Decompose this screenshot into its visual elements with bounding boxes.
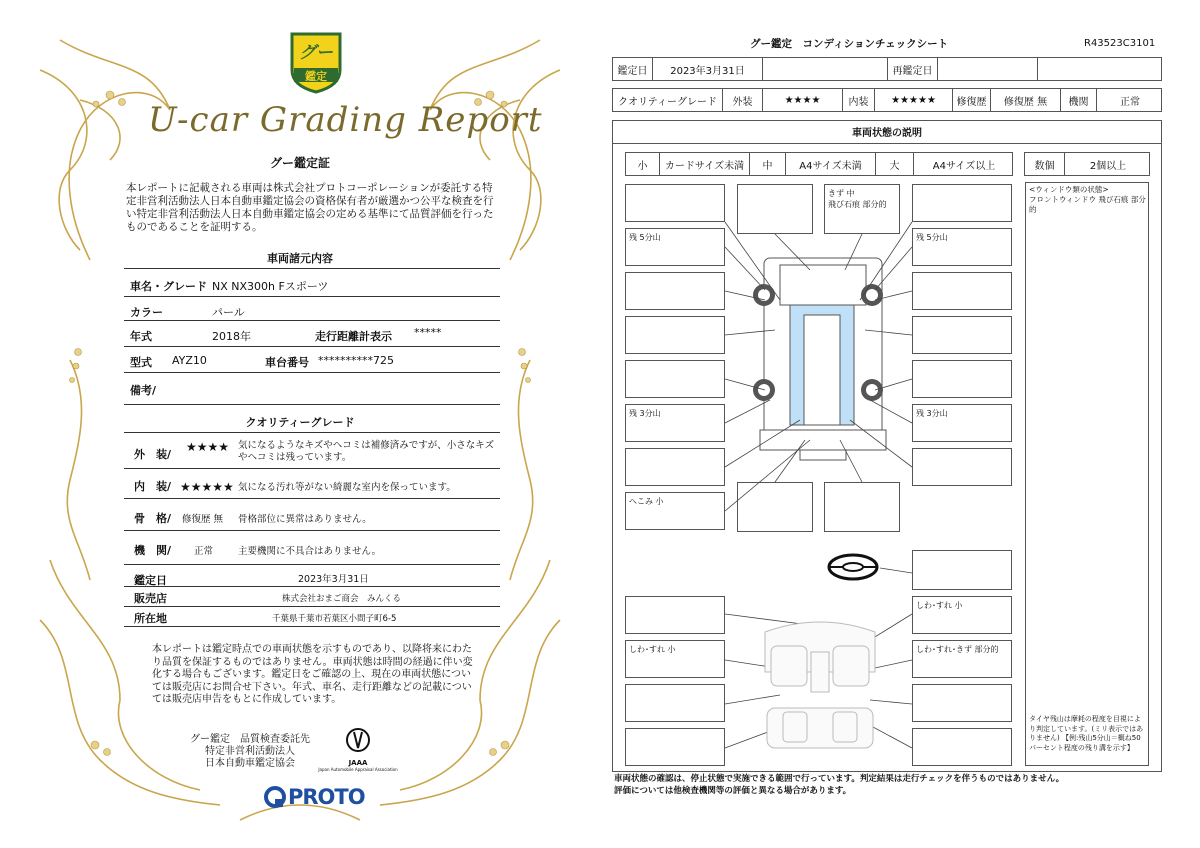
mileage-value: ***** (414, 326, 442, 339)
jaaa-emblem-icon (345, 726, 371, 756)
sheet-title: グー鑑定 コンディションチェックシート (750, 38, 949, 50)
year-value: 2018年 (212, 330, 251, 343)
certificate-intro: 本レポートに記載される車両は株式会社プロトコーポレーションが委託する特定非営利活動法人日本自動車鑑定協会の資格保有者が厳選かつ公平な検査を行い特定非営利活動法人日本自動車鑑定協会の定める基準にて品質評価を行ったものであることを証明する。 (126, 182, 494, 233)
date-label: 鑑定日 (134, 574, 167, 587)
engine-label-sheet: 機関 (1061, 89, 1097, 111)
proto-mark-icon (264, 786, 286, 808)
box-int-left-3 (625, 684, 725, 722)
note-top-center: きず 中 飛び石痕 部分的 (828, 189, 887, 209)
issuer-line-2: 特定非営利活動法人 (205, 746, 295, 757)
box-int-right-1 (912, 596, 1012, 634)
legend-medium-desc: A4サイズ未満 (786, 153, 876, 175)
interior-stars: ★★★★★ (180, 480, 234, 494)
remarks-label: 備考/ (130, 384, 157, 397)
legend-count-desc: 2個以上 (1089, 160, 1127, 172)
sheet-date-label: 鑑定日 (613, 58, 653, 80)
jaaa-subtext: Japan Automobile Appraisal Association (318, 767, 398, 772)
dealer-value: 株式会社おまご商会 みんくる (282, 594, 402, 604)
color-value: パール (212, 306, 245, 319)
chassis-label: 車台番号 (265, 356, 309, 369)
frame-text: 骨格部位に異常はありません。 (238, 514, 372, 525)
frame-label: 骨 格/ (134, 512, 172, 525)
exterior-text: 気になるようなキズやヘコミは補修済みですが、小さなキズやヘコミは残っています。 (238, 440, 495, 463)
legend-small-desc: カードサイズ未満 (660, 153, 750, 175)
legend-medium: 中 (750, 153, 786, 175)
state-heading: 車両状態の説明 (612, 120, 1162, 144)
steering-wheel-icon (826, 552, 880, 582)
note-right-1: 残 5分山 (916, 233, 948, 242)
legend-large: 大 (876, 153, 914, 175)
legend-large-desc: A4サイズ以上 (932, 160, 996, 172)
box-int-right-2 (912, 640, 1012, 678)
box-int-left-4 (625, 728, 725, 766)
note-left-1: 残 5分山 (629, 233, 661, 242)
report-title: U-car Grading Report (148, 100, 543, 140)
repair-label: 修復歴 (953, 89, 991, 111)
issuer-line-3: 日本自動車鑑定協会 (205, 758, 295, 769)
issuer-line-1: グー鑑定 品質検査委託先 (190, 734, 310, 745)
condition-check-sheet (600, 0, 1200, 848)
legend-count: 数個 (1025, 153, 1065, 175)
engine-value-sheet: 正常 (1120, 96, 1140, 108)
int-stars: ★★★★★ (875, 89, 953, 111)
proto-logo-text: PROTO (288, 785, 365, 809)
engine-text: 主要機関に不具合はありません。 (238, 546, 382, 557)
note-int-left: しわ･すれ 小 (629, 645, 676, 654)
address-label: 所在地 (134, 612, 167, 625)
interior-text: 気になる汚れ等がない綺麗な室内を保っています。 (238, 482, 456, 493)
frame-value: 修復歴 無 (182, 514, 224, 525)
model-value: AYZ10 (172, 354, 207, 367)
tire-note: タイヤ残山は摩耗の程度を目視により判定しています。(ミリ表示ではありません) 【例:残山5分山＝概ね50パーセント程度の残り溝を示す】 (1029, 715, 1144, 752)
box-steering (912, 550, 1012, 590)
box-int-left-1 (625, 596, 725, 634)
sheet-ref-no: R43523C3101 (1084, 38, 1156, 49)
engine-value: 正常 (194, 546, 214, 557)
interior-label: 内 装/ (134, 480, 172, 493)
repair-value: 修復歴 無 (991, 89, 1061, 111)
mileage-label: 走行距離計表示 (315, 330, 392, 343)
year-label: 年式 (130, 330, 152, 343)
box-int-left-2 (625, 640, 725, 678)
note-int-right-2: しわ･すれ･きず 部分的 (916, 645, 999, 654)
exterior-stars: ★★★★ (186, 440, 230, 454)
badge-kantei-text: 鑑定 (305, 70, 327, 83)
date-value: 2023年3月31日 (298, 574, 369, 585)
certificate-footer-note: 本レポートは鑑定時点での車両状態を示すものであり、以降将来にわたり品質を保証するものではありません。車両状態は時間の経過に伴い変化する場合もございます。鑑定日をご確認の上、現在の車両状態については販売店にお問合せ下さい。年式、車名、走行距離などの記載については販売店申告をもとに作成しています。 (152, 644, 473, 705)
color-label: カラー (130, 306, 163, 319)
issuer-block (180, 734, 320, 770)
engine-label: 機 関/ (134, 544, 172, 557)
ext-label: 外装 (723, 89, 763, 111)
note-bottom-left: へこみ 小 (629, 497, 664, 506)
chassis-value: **********725 (318, 354, 394, 367)
model-label: 型式 (130, 356, 152, 369)
proto-logo (264, 784, 365, 810)
goo-kantei-badge-logo (288, 30, 344, 94)
badge-goo-text: グー (299, 43, 333, 63)
window-note: <ウィンドウ類の状態> フロントウィンドウ 飛び石痕 部分的 (1029, 185, 1146, 214)
ext-stars: ★★★★ (763, 89, 843, 111)
certificate-heading: グー鑑定証 (269, 156, 330, 170)
address-value: 千葉県千葉市若葉区小間子町6-5 (272, 614, 397, 624)
dealer-label: 販売店 (134, 592, 167, 605)
jaaa-text: JAAA (348, 759, 368, 767)
legend-small: 小 (626, 153, 660, 175)
reinspect-label: 再鑑定日 (888, 58, 938, 80)
int-label: 内装 (843, 89, 875, 111)
note-left-rear: 残 3分山 (629, 409, 661, 418)
car-interior-diagram (755, 612, 885, 762)
sheet-footer-1: 車両状態の確認は、停止状態で実施できる範囲で行っています。判定結果は走行チェックを伴うものではありません。 (614, 774, 1065, 784)
spec-heading: 車両諸元内容 (267, 252, 333, 265)
quality-heading: クオリティーグレード (245, 416, 355, 429)
exterior-label: 外 装/ (134, 448, 172, 461)
car-name-value: NX NX300h Fスポーツ (212, 280, 329, 293)
note-int-right-1: しわ･すれ 小 (916, 601, 963, 610)
sheet-date-value: 2023年3月31日 (653, 58, 763, 80)
jaaa-logo (318, 726, 398, 772)
car-name-label: 車名・グレード (130, 280, 207, 293)
note-right-rear: 残 3分山 (916, 409, 948, 418)
box-int-right-3 (912, 684, 1012, 722)
grade-label: クオリティーグレード (613, 89, 723, 111)
sheet-footer-2: 評価については他検査機関等の評価と異なる場合があります。 (614, 786, 852, 796)
box-int-right-4 (912, 728, 1012, 766)
